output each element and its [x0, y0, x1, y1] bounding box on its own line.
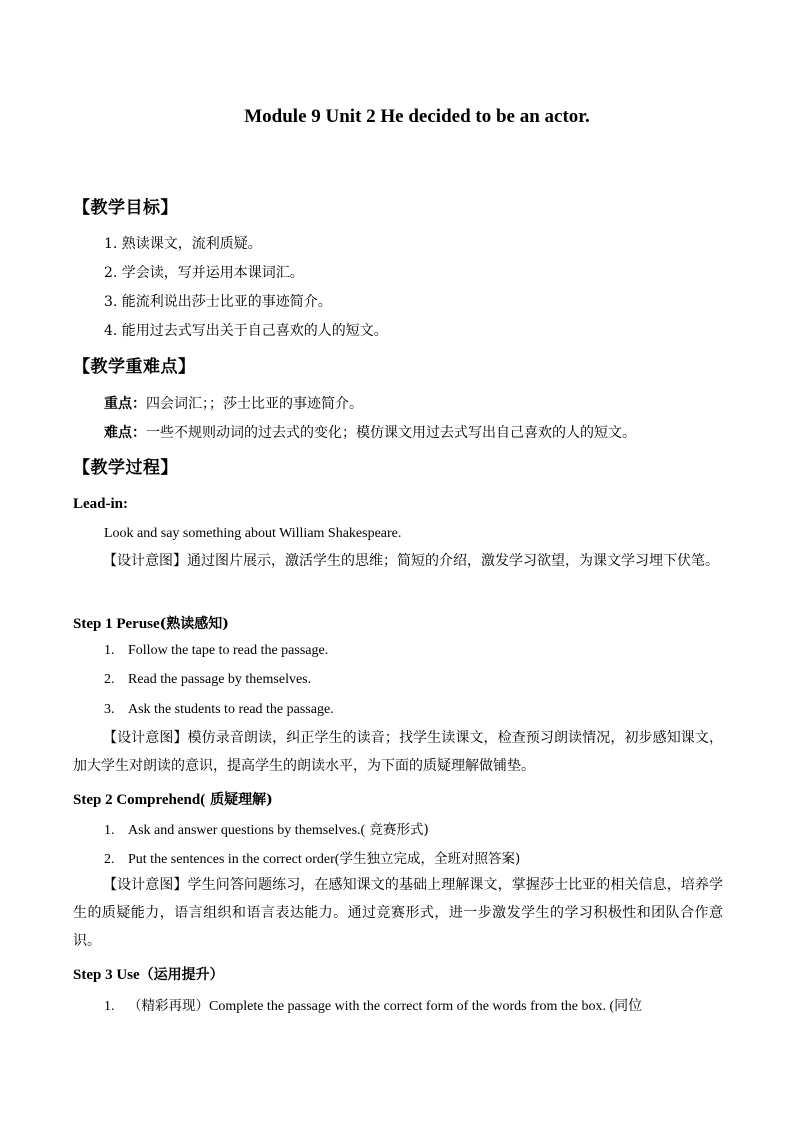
step2-heading: [73, 789, 273, 809]
lead-in-heading: Lead-in:: [73, 496, 129, 512]
focus-label: 重点：: [104, 396, 146, 412]
objective-item: 1. 熟读课文，流利质疑。: [104, 236, 262, 252]
step1-item: 1. Follow the tape to read the passage.: [104, 643, 329, 658]
step3-heading-cn: （运用提升）: [139, 967, 224, 983]
lead-in-intent: 【设计意图】通过图片展示，激活学生的思维；简短的介绍，激发学习欲望，为课文学习埋下伏笔。: [103, 553, 719, 569]
objective-item: 2. 学会读，写并运用本课词汇。: [104, 265, 304, 281]
step2-item: 2. Put the sentences in the correct order(学生独立完成，全班对照答案): [104, 851, 521, 867]
step3-heading: [73, 964, 224, 984]
section-process-heading: 【教学过程】: [73, 458, 178, 478]
section-key-points-heading: 【教学重难点】: [73, 357, 196, 377]
step3-heading-en: Step 3 Use: [73, 967, 140, 983]
focus-text: 四会词汇；；莎士比亚的事迹简介。: [146, 396, 363, 412]
step3-item: 1. （精彩再现）Complete the passage with the correct form of the words from the box. (同位: [104, 998, 643, 1014]
step2-heading-cn: 质疑理解): [205, 792, 273, 808]
objective-item: 4. 能用过去式写出关于自己喜欢的人的短文。: [104, 323, 388, 339]
step1-intent: 【设计意图】模仿录音朗读，纠正学生的读音；找学生读课文，检查预习朗读情况，初步感知课文，加大学生对朗读的意识，提高学生的朗读水平，为下面的质疑理解做铺垫。: [73, 730, 723, 774]
step1-item: 2. Read the passage by themselves.: [104, 672, 312, 687]
step2-item: 1. Ask and answer questions by themselves.( 竞赛形式): [104, 822, 429, 838]
difficulty-text: 一些不规则动词的过去式的变化；模仿课文用过去式写出自己喜欢的人的短文。: [146, 425, 636, 441]
step2-intent: 【设计意图】学生问答问题练习，在感知课文的基础上理解课文，掌握莎士比亚的相关信息，培养学生的质疑能力，语言组织和语言表达能力。通过竞赛形式，进一步激发学生的学习积极性和团队合作意识。: [73, 877, 723, 949]
section-objectives-heading: 【教学目标】: [73, 198, 178, 218]
document-title: Module 9 Unit 2 He decided to be an actor.: [244, 106, 590, 127]
objective-item: 3. 能流利说出莎士比亚的事迹简介。: [104, 294, 332, 310]
difficulty-line: [104, 422, 636, 442]
lead-in-text: Look and say something about William Shakespeare.: [104, 526, 402, 541]
step2-heading-en: Step 2 Comprehend(: [73, 792, 206, 808]
difficulty-label: 难点：: [104, 425, 146, 441]
step1-item: 3. Ask the students to read the passage.: [104, 702, 334, 717]
focus-line: [104, 393, 363, 413]
step1-heading: [73, 613, 229, 633]
step1-heading-en: Step 1 Peruse: [73, 616, 160, 632]
step1-heading-cn: (熟读感知): [159, 616, 229, 632]
